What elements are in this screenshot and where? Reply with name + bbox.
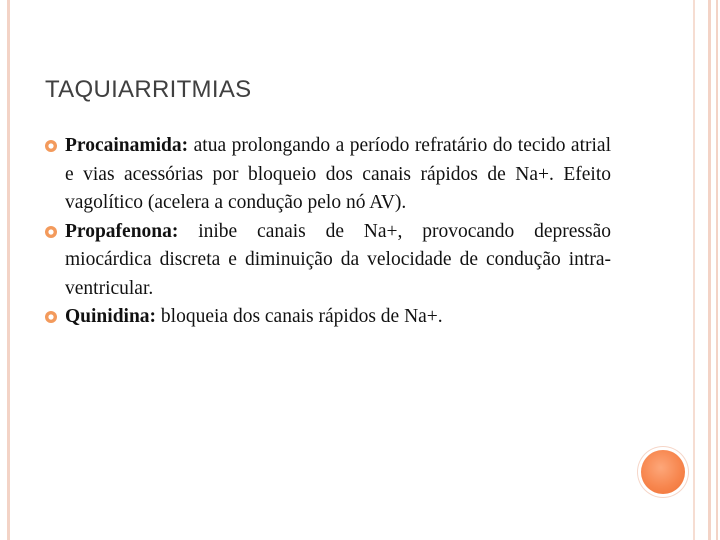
bullet-text: atua prolongando a período refratário do tecido atrial e vias acessórias por bloqueio dos canais rápidos de Na+. Efeito vagolítico (acelera a condução pelo nó AV). — [65, 135, 611, 213]
bullet-term: Propafenona: — [65, 220, 179, 242]
bullet-item-procainamida — [44, 132, 611, 218]
slide-title: TAQUIARRITMIAS — [45, 76, 252, 103]
bullet-text: bloqueia dos canais rápidos de Na+. — [156, 306, 443, 327]
bullet-term: Quinidina: — [65, 306, 157, 327]
circle-bullet-icon — [44, 225, 58, 239]
bullet-item-propafenona — [44, 218, 611, 304]
decorative-orb — [641, 450, 685, 494]
bullet-item-quinidina — [44, 303, 611, 332]
frame-accent-line — [693, 0, 695, 540]
bullet-term: Procainamida: — [65, 135, 189, 156]
bullet-text: inibe canais de Na+, provocando depressão miocárdica discreta e diminuição da velocidade de condução intra-ventricular. — [65, 220, 611, 299]
circle-bullet-icon — [44, 310, 58, 324]
bullet-list — [44, 132, 611, 332]
frame-border-line — [716, 0, 718, 540]
circle-bullet-icon — [44, 139, 58, 153]
